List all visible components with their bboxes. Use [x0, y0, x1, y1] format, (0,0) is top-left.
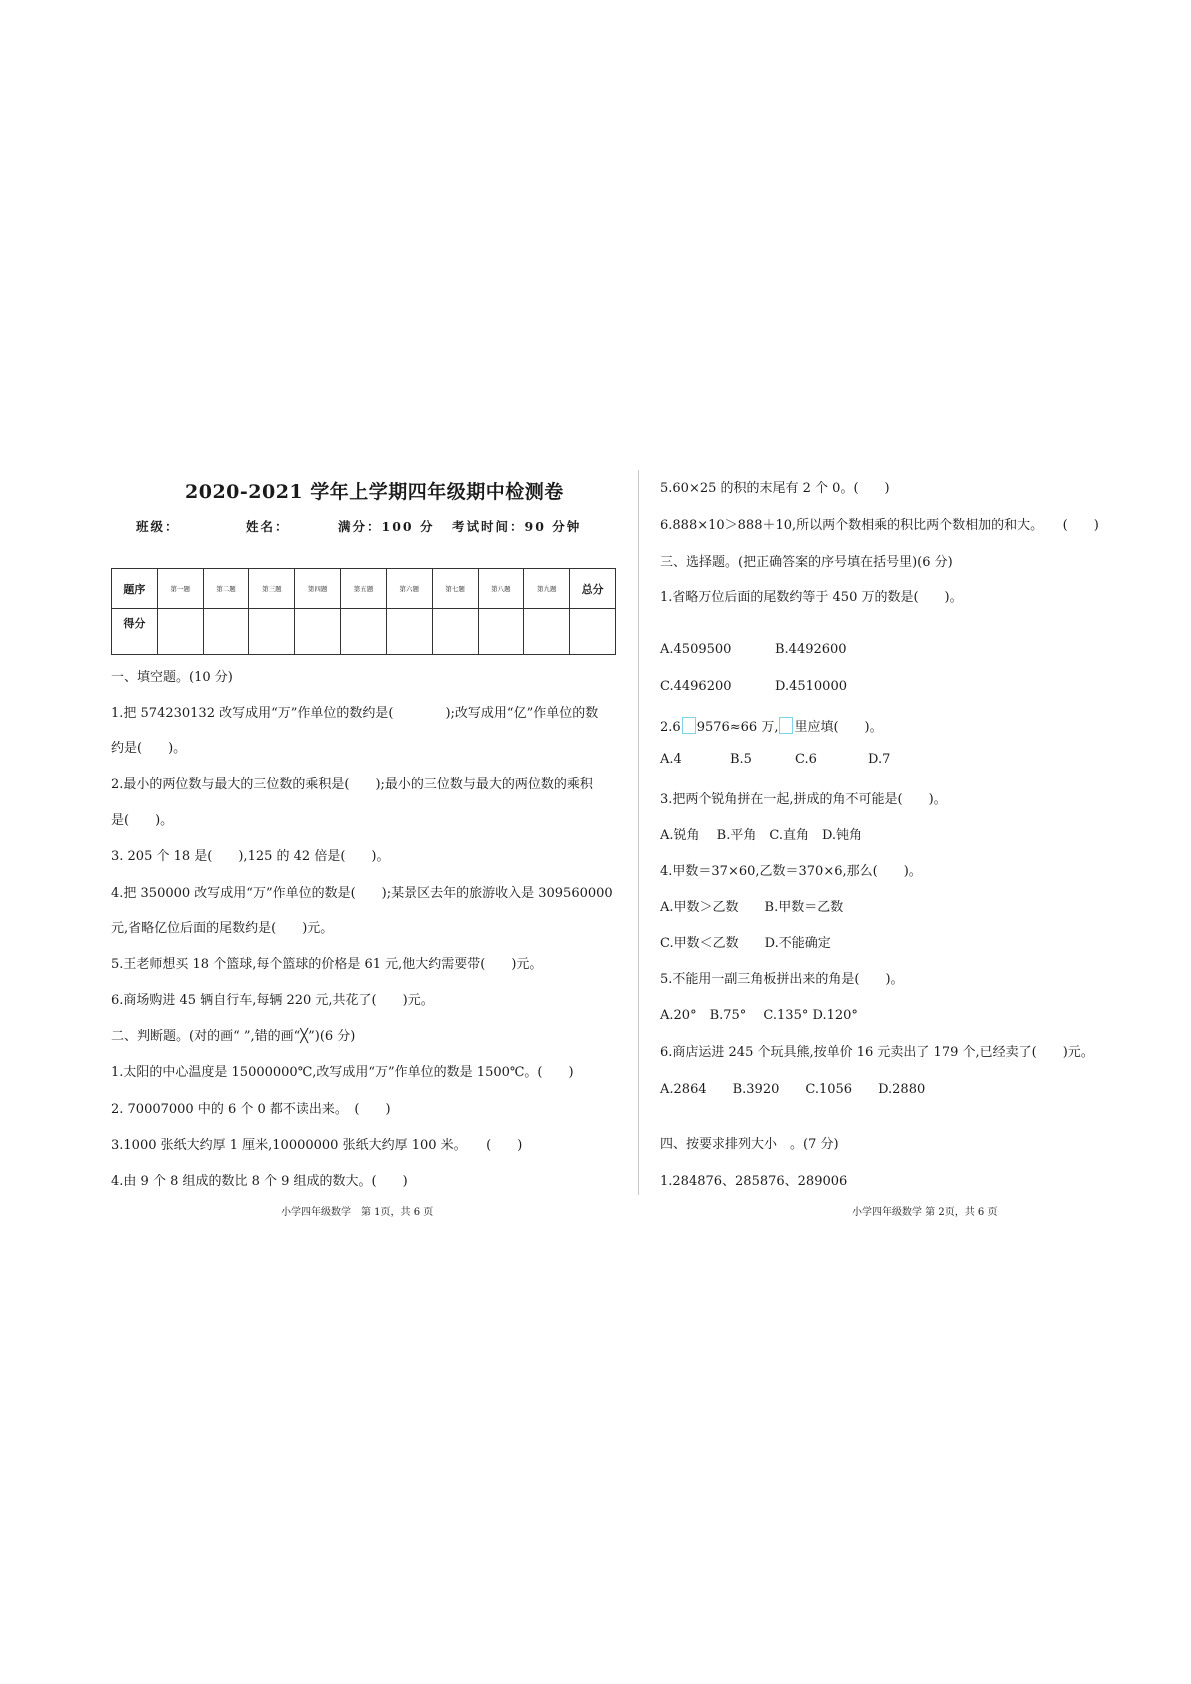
score-col-3: 第三题: [249, 569, 295, 609]
option-text: D.7: [868, 752, 891, 767]
score-cell: [524, 609, 570, 655]
score-cell: [295, 609, 341, 655]
section-heading: 二、判断题。(对的画“ ”,错的画“╳”)(6 分): [111, 1029, 356, 1044]
full-score: 满分：100 分: [338, 519, 435, 534]
score-col-9: 第九题: [524, 569, 570, 609]
blank-box: [682, 717, 696, 734]
option-text: A.锐角 B.平角 C.直角 D.钝角: [660, 828, 863, 843]
question-text: 元,省略亿位后面的尾数约是( )元。: [111, 921, 334, 936]
score-cell: [432, 609, 478, 655]
score-cell: [249, 609, 295, 655]
question-text: 4.甲数＝37×60,乙数＝370×6,那么( )。: [660, 864, 922, 879]
question-text: 1.省略万位后面的尾数约等于 450 万的数是( )。: [660, 590, 963, 605]
question-text: 6.888×10＞888＋10,所以两个数相乘的积比两个数相加的和大。 ( ): [660, 518, 1099, 533]
option-text: C.甲数＜乙数 D.不能确定: [660, 936, 831, 951]
page-title: 2020-2021 学年上学期四年级期中检测卷: [185, 481, 564, 503]
score-col-6: 第六题: [386, 569, 432, 609]
section-heading: 一、填空题。(10 分): [111, 670, 233, 685]
question-text: 4.把 350000 改写成用“万”作单位的数是( );某景区去年的旅游收入是 309560000: [111, 886, 613, 901]
blank-box: [779, 717, 793, 734]
question-text: 6.商店运进 245 个玩具熊,按单价 16 元卖出了 179 个,已经卖了( )元。: [660, 1045, 1094, 1060]
question-text: 5.不能用一副三角板拼出来的角是( )。: [660, 972, 904, 987]
score-col-4: 第四题: [295, 569, 341, 609]
option-text: B.5: [730, 752, 752, 767]
score-col-7: 第七题: [432, 569, 478, 609]
question-text: 3.1000 张纸大约厚 1 厘米,10000000 张纸大约厚 100 米。 ( ): [111, 1138, 523, 1153]
question-text: 5.60×25 的积的末尾有 2 个 0。( ): [660, 481, 890, 496]
score-col-1: 第一题: [157, 569, 203, 609]
question-text: 5.王老师想买 18 个篮球,每个篮球的价格是 61 元,他大约需要带( )元。: [111, 957, 543, 972]
option-text: A.甲数＞乙数 B.甲数＝乙数: [660, 900, 844, 915]
option-text: C.4496200: [660, 679, 732, 694]
question-text: 6.商场购进 45 辆自行车,每辆 220 元,共花了( )元。: [111, 993, 434, 1008]
score-col-8: 第八题: [478, 569, 524, 609]
page-divider: [638, 470, 639, 1195]
option-text: A.4: [660, 752, 682, 767]
question-text: 1.太阳的中心温度是 15000000℃,改写成用“万”作单位的数是 1500℃。( ): [111, 1065, 574, 1080]
section-heading: 四、按要求排列大小 。(7 分): [660, 1137, 839, 1152]
question-text: 约是( )。: [111, 741, 187, 756]
score-cell: [341, 609, 387, 655]
section-heading: 三、选择题。(把正确答案的序号填在括号里)(6 分): [660, 555, 953, 570]
score-cell: [386, 609, 432, 655]
page-footer: 小学四年级数学 第 1页，共 6 页: [281, 1207, 434, 1218]
question-part: 2.6: [660, 720, 681, 735]
question-text: 1.284876、285876、289006: [660, 1174, 848, 1189]
class-label: 班级：: [136, 519, 180, 534]
score-total-label: 总分: [570, 569, 616, 609]
question-text: 1.把 574230132 改写成用“万”作单位的数约是( );改写成用“亿”作单位的数: [111, 706, 599, 721]
option-text: D.4510000: [775, 679, 847, 694]
option-text: A.2864 B.3920 C.1056 D.2880: [660, 1082, 926, 1097]
score-col-5: 第五题: [341, 569, 387, 609]
score-row-label-2: 得分: [112, 609, 158, 655]
score-cell: [203, 609, 249, 655]
score-cell: [570, 609, 616, 655]
exam-time: 考试时间：90 分钟: [452, 519, 582, 534]
question-text: 4.由 9 个 8 组成的数比 8 个 9 组成的数大。( ): [111, 1174, 408, 1189]
option-text: C.6: [795, 752, 817, 767]
question-text: 是( )。: [111, 813, 174, 828]
question-part: 里应填( )。: [794, 720, 883, 735]
question-text: 3. 205 个 18 是( ),125 的 42 倍是( )。: [111, 849, 390, 864]
option-text: A.4509500: [660, 642, 732, 657]
name-label: 姓名：: [246, 519, 290, 534]
score-cell: [157, 609, 203, 655]
option-text: B.4492600: [775, 642, 847, 657]
score-table: [111, 568, 616, 655]
question-text: 2. 70007000 中的 6 个 0 都不读出来。 ( ): [111, 1102, 391, 1117]
question-part: 9576≈66 万,: [696, 720, 779, 735]
score-row-label: 题序: [112, 569, 158, 609]
score-cell: [478, 609, 524, 655]
score-col-2: 第二题: [203, 569, 249, 609]
question-text: 2.最小的两位数与最大的三位数的乘积是( );最小的三位数与最大的两位数的乘积: [111, 777, 593, 792]
page-footer: 小学四年级数学 第 2页，共 6 页: [852, 1207, 998, 1218]
option-text: A.20° B.75° C.135° D.120°: [660, 1008, 858, 1023]
question-text: 3.把两个锐角拼在一起,拼成的角不可能是( )。: [660, 792, 947, 807]
question-text: [660, 716, 883, 735]
